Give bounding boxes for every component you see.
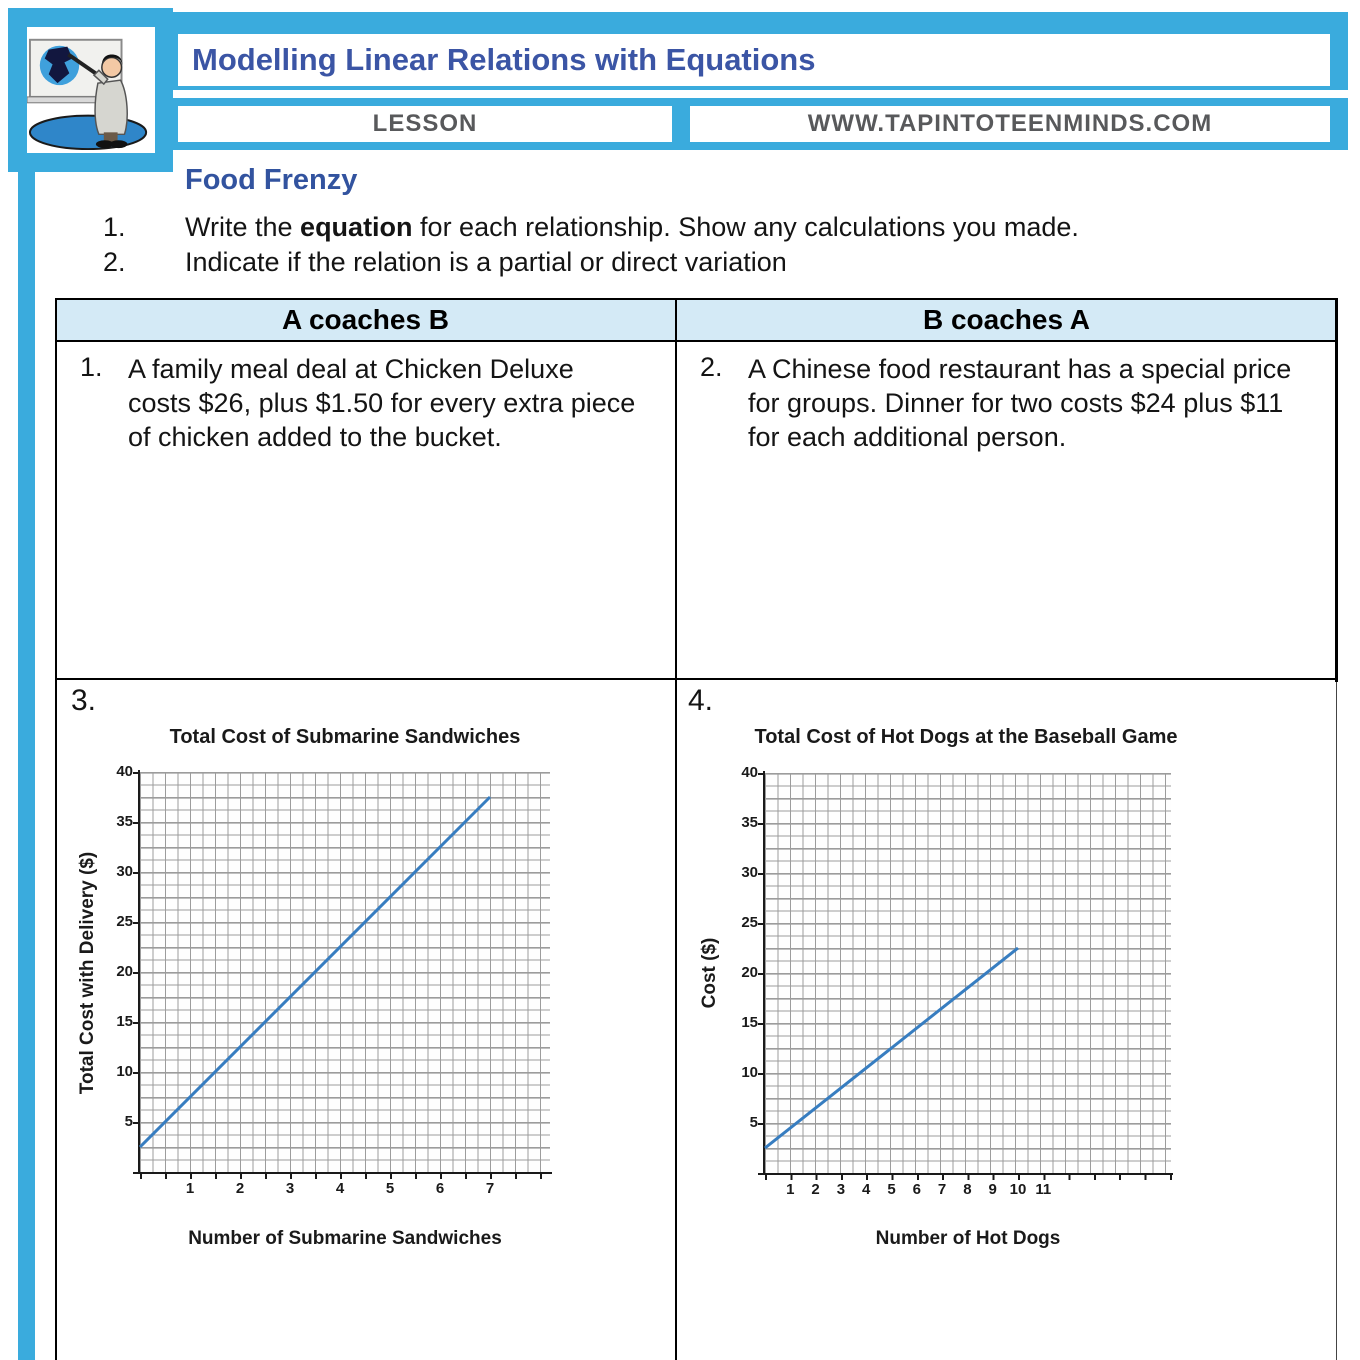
instruction-1-text xyxy=(185,212,1285,243)
chart-4-y-axis-label: Cost ($) xyxy=(699,937,720,1009)
chart-4-x-tick-labels xyxy=(765,1181,1172,1201)
teacher-at-whiteboard-logo xyxy=(27,27,155,153)
chart-submarine-sandwiches xyxy=(55,680,676,1360)
x-tick-label: 7 xyxy=(937,1181,947,1198)
problem-1-number: 1. xyxy=(80,352,103,382)
instruction-2-number: 2. xyxy=(103,247,126,277)
chart-4-x-ticks xyxy=(765,1175,1172,1180)
problem-1-text: A family meal deal at Chicken Deluxe costs $26, plus $1.50 for every extra piece of chicken added to the bucket. xyxy=(128,354,636,452)
instruction-1-number: 1. xyxy=(103,212,126,242)
x-tick-label: 11 xyxy=(1035,1181,1052,1198)
y-tick-label: 10 xyxy=(116,1063,133,1080)
problem-2-number: 2. xyxy=(700,352,723,382)
lesson-badge: LESSON xyxy=(178,106,672,142)
chart-4-title: Total Cost of Hot Dogs at the Baseball Game xyxy=(754,726,1178,748)
x-tick-label: 1 xyxy=(185,1180,195,1197)
y-tick-label: 35 xyxy=(116,813,133,830)
y-tick-label: 15 xyxy=(116,1013,133,1030)
y-tick-label: 20 xyxy=(741,964,758,981)
x-tick-label: 2 xyxy=(811,1181,820,1198)
website-badge: WWW.TAPINTOTEENMINDS.COM xyxy=(690,106,1330,142)
chart-4-y-ticks xyxy=(758,773,763,1175)
chart-3-y-tick-labels xyxy=(101,763,133,1172)
x-tick-label: 5 xyxy=(887,1181,896,1198)
x-tick-label: 4 xyxy=(335,1180,345,1197)
y-tick-label: 25 xyxy=(741,914,758,931)
chart-3-y-ticks xyxy=(133,772,138,1174)
x-tick-label: 2 xyxy=(235,1180,245,1197)
instruction-1-bold: equation xyxy=(300,212,413,242)
page-title: Modelling Linear Relations with Equations xyxy=(192,42,816,77)
graph-3-label: 3. xyxy=(71,684,97,717)
chart-4-line-layer xyxy=(765,773,1171,1173)
y-tick-label: 10 xyxy=(741,1064,758,1081)
table-right-border-thick xyxy=(1335,298,1338,682)
x-tick-label: 3 xyxy=(285,1180,295,1197)
x-tick-label: 1 xyxy=(786,1181,795,1198)
instruction-1-post: for each relationship. Show any calculations you made. xyxy=(412,212,1079,242)
table-header-b-coaches-a: B coaches A xyxy=(922,304,1091,335)
chart-3-y-axis-label: Total Cost with Delivery ($) xyxy=(77,851,98,1095)
x-tick-label: 6 xyxy=(435,1180,445,1197)
chart-3-data-line xyxy=(140,797,490,1147)
logo-frame xyxy=(8,8,173,172)
x-tick-label: 3 xyxy=(836,1181,846,1198)
x-tick-label: 7 xyxy=(485,1180,495,1197)
title-box xyxy=(178,34,1330,86)
x-tick-label: 5 xyxy=(385,1180,395,1197)
y-tick-label: 30 xyxy=(116,863,133,880)
instruction-1-pre: Write the xyxy=(185,212,301,242)
y-tick-label: 35 xyxy=(741,814,758,831)
chart-4-y-tick-labels xyxy=(726,764,758,1173)
chart-4-data-line xyxy=(765,948,1018,1148)
chart-3-title: Total Cost of Submarine Sandwiches xyxy=(169,726,521,748)
chart-3-line-layer xyxy=(140,772,550,1172)
x-tick-label: 10 xyxy=(1009,1181,1027,1198)
left-margin-bar xyxy=(18,160,35,1360)
chart-hot-dogs xyxy=(676,680,1337,1360)
x-tick-label: 4 xyxy=(862,1181,871,1198)
teacher-logo-art xyxy=(27,27,155,153)
chart-3-x-ticks xyxy=(140,1174,552,1179)
y-tick-label: 15 xyxy=(741,1014,758,1031)
chart-3-x-tick-labels xyxy=(140,1180,552,1200)
y-tick-label: 30 xyxy=(741,864,758,881)
chart-3-x-axis-label: Number of Submarine Sandwiches xyxy=(188,1228,502,1249)
y-tick-label: 40 xyxy=(741,764,758,781)
table-header-a-coaches-b: A coaches B xyxy=(281,304,450,335)
table-header-row xyxy=(55,298,1337,342)
x-tick-label: 6 xyxy=(912,1181,921,1198)
section-heading: Food Frenzy xyxy=(185,164,358,196)
y-tick-label: 40 xyxy=(116,763,133,780)
graph-4-label: 4. xyxy=(688,684,714,717)
y-tick-label: 5 xyxy=(749,1114,758,1131)
chart-4-x-axis-label: Number of Hot Dogs xyxy=(875,1228,1061,1249)
problem-2-text: A Chinese food restaurant has a special price for groups. Dinner for two costs $24 plus $11 for each additional person. xyxy=(748,354,1292,452)
instruction-2-text: Indicate if the relation is a partial or direct variation xyxy=(185,247,787,277)
y-tick-label: 20 xyxy=(116,963,133,980)
y-tick-label: 25 xyxy=(116,913,133,930)
x-tick-label: 9 xyxy=(988,1181,997,1198)
x-tick-label: 8 xyxy=(963,1181,972,1198)
y-tick-label: 5 xyxy=(124,1113,133,1130)
